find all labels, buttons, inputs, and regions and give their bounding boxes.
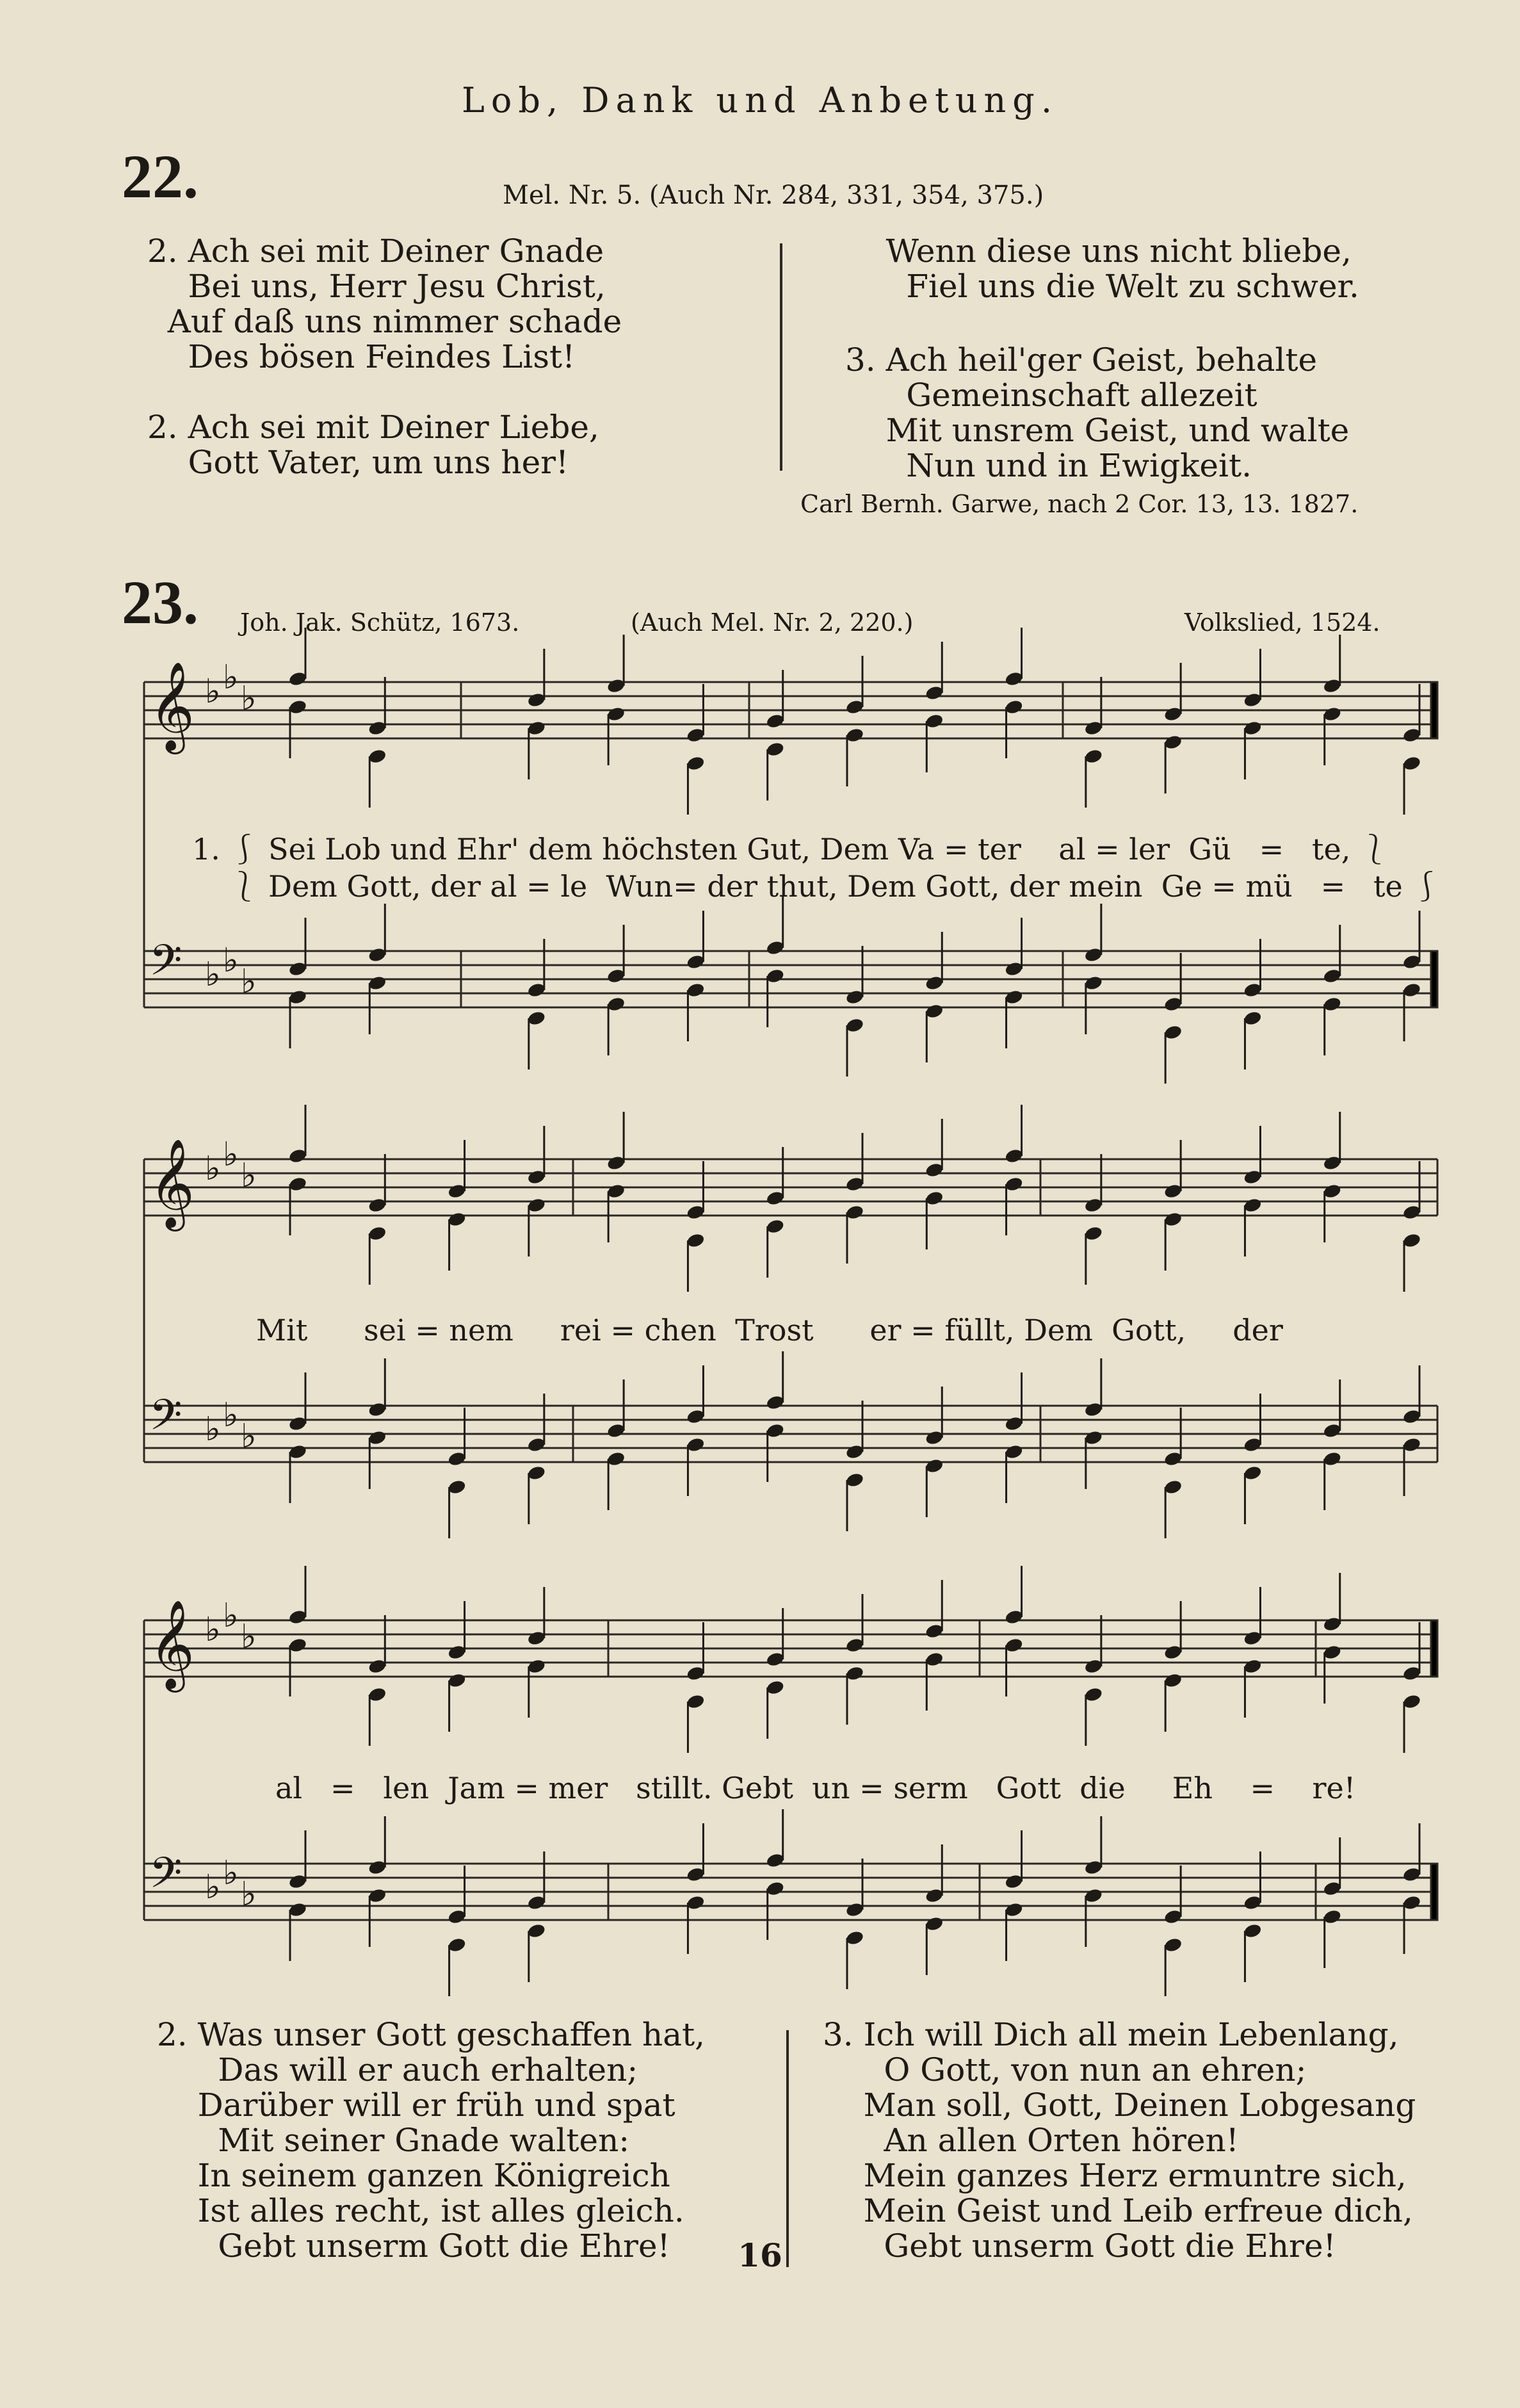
flat-sign: ♭ [241,679,257,718]
treble-clef: 𝄞 [149,662,195,751]
system-1-lyrics-line-2: ⎱ Dem Gott, der al = le Wun= der thut, Dem Gott, der mein Ge = mü = te ⎰ [192,869,1442,904]
page-number: 16 [738,2236,782,2274]
hymn-22-verse-left-1: 2. Ach sei mit Deiner Gnade Bei uns, Herr Jesu Christ, Auf daß uns nimmer schade Des bösen Feindes List! [147,232,622,375]
flat-sign: ♭ [241,1618,257,1656]
hymn-23-author: Joh. Jak. Schütz, 1673. [240,608,520,637]
flat-sign: ♭ [223,1597,239,1635]
hymn-23-tune-source: Volkslied, 1524. [1184,608,1380,637]
flat-sign: ♭ [223,1396,239,1435]
flat-sign: ♭ [241,1875,257,1914]
system-2-lyrics: Mit sei = nem rei = chen Trost er = füllt, Dem Gott, der [256,1313,1283,1347]
flat-sign: ♭ [205,1150,221,1188]
flat-sign: ♭ [205,1410,221,1449]
final-bar [1431,1620,1437,1677]
treble-clef: 𝄞 [149,1139,195,1228]
flat-sign: ♭ [205,956,221,994]
treble-clef: 𝄞 [149,1600,195,1689]
hymn-22-melody-ref: Mel. Nr. 5. (Auch Nr. 284, 331, 354, 375.) [503,181,1044,210]
hymn-22-number: 22. [122,142,198,211]
bass-clef: 𝄢 [149,1390,182,1450]
bass-clef: 𝄢 [149,936,182,995]
system-3-lyrics: al = len Jam = mer stillt. Gebt un = serm Gott die Eh = re! [275,1771,1356,1805]
hymn-23-melody-ref: (Auch Mel. Nr. 2, 220.) [631,608,914,637]
final-bar [1431,682,1437,738]
flat-sign: ♭ [223,658,239,697]
hymn-22-credit: Carl Bernh. Garwe, nach 2 Cor. 13, 13. 1827. [800,490,1359,518]
final-bar [1431,1864,1437,1920]
bass-clef: 𝄢 [149,1848,182,1908]
flat-sign: ♭ [241,963,257,1001]
flat-sign: ♭ [223,1135,239,1174]
hymn-23-verse-2: 2. Was unser Gott geschaffen hat, Das will er auch erhalten; Darüber will er früh und spat Mit seiner Gnade walten: In seinem ganzen Königreich Ist alles recht, ist alles gleich. Gebt unserm Gott die Ehre! [157,2016,706,2265]
flat-sign: ♭ [205,672,221,711]
final-bar [1431,951,1437,1007]
flat-sign: ♭ [205,1611,221,1649]
hymn-23-column-divider [786,2030,789,2267]
hymn-23-number: 23. [122,568,198,637]
hymn-23-verse-3: 3. Ich will Dich all mein Lebenlang, O Gott, von nun an ehren; Man soll, Gott, Deinen Lobgesang An allen Orten hören! Mein ganzes Herz ermuntre sich, Mein Geist und Leib erfreue dich, Gebt unserm Gott die Ehre! [823,2016,1416,2265]
flat-sign: ♭ [241,1157,257,1195]
flat-sign: ♭ [241,1417,257,1456]
flat-sign: ♭ [205,1868,221,1907]
flat-sign: ♭ [223,941,239,980]
page-header: Lob, Dank und Anbetung. [462,80,1058,120]
system-1-lyrics-line-1: 1. ⎰ Sei Lob und Ehr' dem höchsten Gut, Dem Va = ter al = ler Gü = te, ⎱ [192,832,1390,866]
hymn-22-verse-right-1: Wenn diese uns nicht bliebe, Fiel uns die Welt zu schwer. [885,232,1359,305]
flat-sign: ♭ [223,1854,239,1892]
hymn-22-verse-right-2: 3. Ach heil'ger Geist, behalte Gemeinschaft allezeit Mit unsrem Geist, und walte Nun und in Ewigkeit. [845,341,1350,484]
hymn-22-verse-left-2: 2. Ach sei mit Deiner Liebe, Gott Vater, um uns her! [147,409,599,481]
